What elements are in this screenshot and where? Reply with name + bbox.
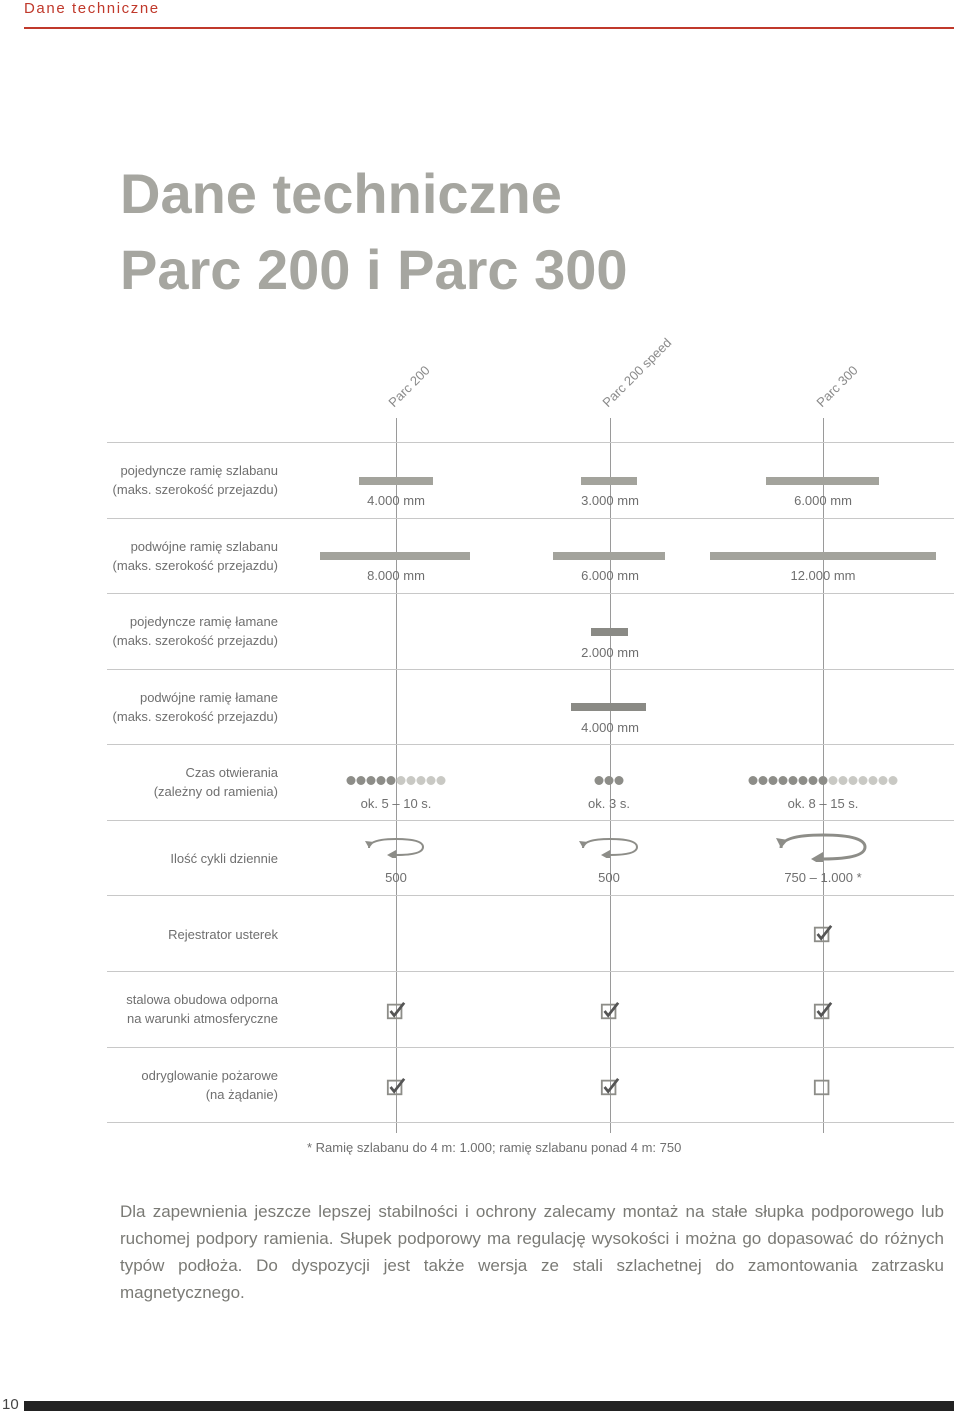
single-arm-value-parc300: 6.000 mm xyxy=(794,493,852,508)
single-folding-value: 2.000 mm xyxy=(581,645,639,660)
single-arm-value-parc200-speed: 3.000 mm xyxy=(581,493,639,508)
row-divider xyxy=(107,518,954,519)
checked-box-icon xyxy=(386,1077,406,1097)
row-label-fault-log: Rejestrator usterek xyxy=(168,927,278,942)
cycles-value-parc200-speed: 500 xyxy=(598,870,620,885)
row-label-opening-time: Czas otwierania (zależny od ramienia) xyxy=(153,765,278,799)
single-arm-value-parc200: 4.000 mm xyxy=(367,493,425,508)
arm-width-bar xyxy=(553,552,665,560)
row-divider xyxy=(107,593,954,594)
column-header-parc200: Parc 200 xyxy=(385,362,433,410)
opening-time-value-parc300: ok. 8 – 15 s. xyxy=(787,796,859,811)
row-divider xyxy=(107,669,954,670)
opening-time-dots-parc200 xyxy=(347,776,446,785)
opening-time-dots-parc300 xyxy=(749,776,898,785)
arm-width-bar xyxy=(591,628,628,636)
cycle-arrows-icon xyxy=(365,836,427,858)
cycle-arrows-icon xyxy=(776,832,870,862)
row-divider xyxy=(107,442,954,443)
page-number: 10 xyxy=(2,1396,19,1413)
cycles-value-parc200: 500 xyxy=(385,870,407,885)
opening-time-value-parc200: ok. 5 – 10 s. xyxy=(360,796,432,811)
double-arm-value-parc300: 12.000 mm xyxy=(790,568,856,583)
arm-width-bar xyxy=(710,552,936,560)
double-arm-value-parc200: 8.000 mm xyxy=(367,568,425,583)
cycle-arrows-icon xyxy=(579,836,641,858)
row-divider xyxy=(107,820,954,821)
row-label-fire-unlock: odryglowanie pożarowe (na żądanie) xyxy=(141,1068,278,1102)
row-divider xyxy=(107,1122,954,1123)
row-divider xyxy=(107,971,954,972)
footnote: * Ramię szlabanu do 4 m: 1.000; ramię szlabanu ponad 4 m: 750 xyxy=(307,1140,682,1155)
arm-width-bar xyxy=(571,703,646,711)
footer-bar xyxy=(24,1401,954,1411)
row-divider xyxy=(107,744,954,745)
section-header: Dane techniczne xyxy=(24,0,160,17)
page-subtitle: Parc 200 i Parc 300 xyxy=(120,238,628,301)
arm-width-bar xyxy=(766,477,879,485)
description-paragraph: Dla zapewnienia jeszcze lepszej stabilności i ochrony zalecamy montaż na stałe słupka podporowego lub ruchomej podpory ramienia. Słupek podporowy ma regulację wysokości i można go dopasować do różnych typów podłoża. Do dyspozycji jest także wersja ze stali szlachetnej do zamontowania zatrzasku magnetycznego. xyxy=(120,1202,944,1302)
opening-time-dots-parc200-speed xyxy=(595,776,624,785)
checked-box-icon xyxy=(386,1001,406,1021)
page-title: Dane techniczne xyxy=(120,162,562,225)
row-label-cycles: Ilość cykli dziennie xyxy=(170,851,278,866)
row-label-single-folding-arm: pojedyncze ramię łamane (maks. szerokość przejazdu) xyxy=(112,614,278,648)
checked-box-icon xyxy=(813,1001,833,1021)
cycles-value-parc300: 750 – 1.000 * xyxy=(784,870,862,885)
double-arm-value-parc200-speed: 6.000 mm xyxy=(581,568,639,583)
checked-box-icon xyxy=(600,1001,620,1021)
row-label-double-folding-arm: podwójne ramię łamane (maks. szerokość przejazdu) xyxy=(112,690,278,724)
checked-box-icon xyxy=(600,1077,620,1097)
double-folding-value: 4.000 mm xyxy=(581,720,639,735)
arm-width-bar xyxy=(581,477,637,485)
row-label-single-arm: pojedyncze ramię szlabanu (maks. szerokość przejazdu) xyxy=(112,463,278,497)
row-label-steel-housing: stalowa obudowa odporna na warunki atmosferyczne xyxy=(126,992,278,1026)
column-header-parc200-speed: Parc 200 speed xyxy=(599,334,675,410)
row-divider xyxy=(107,1047,954,1048)
arm-width-bar xyxy=(359,477,433,485)
header-rule xyxy=(24,27,954,29)
row-label-double-arm: podwójne ramię szlabanu (maks. szerokość przejazdu) xyxy=(112,539,278,573)
checked-box-icon xyxy=(813,924,833,944)
opening-time-value-parc200-speed: ok. 3 s. xyxy=(588,796,630,811)
arm-width-bar xyxy=(320,552,470,560)
empty-box-icon xyxy=(813,1077,833,1097)
row-divider xyxy=(107,895,954,896)
column-header-parc300: Parc 300 xyxy=(813,362,861,410)
